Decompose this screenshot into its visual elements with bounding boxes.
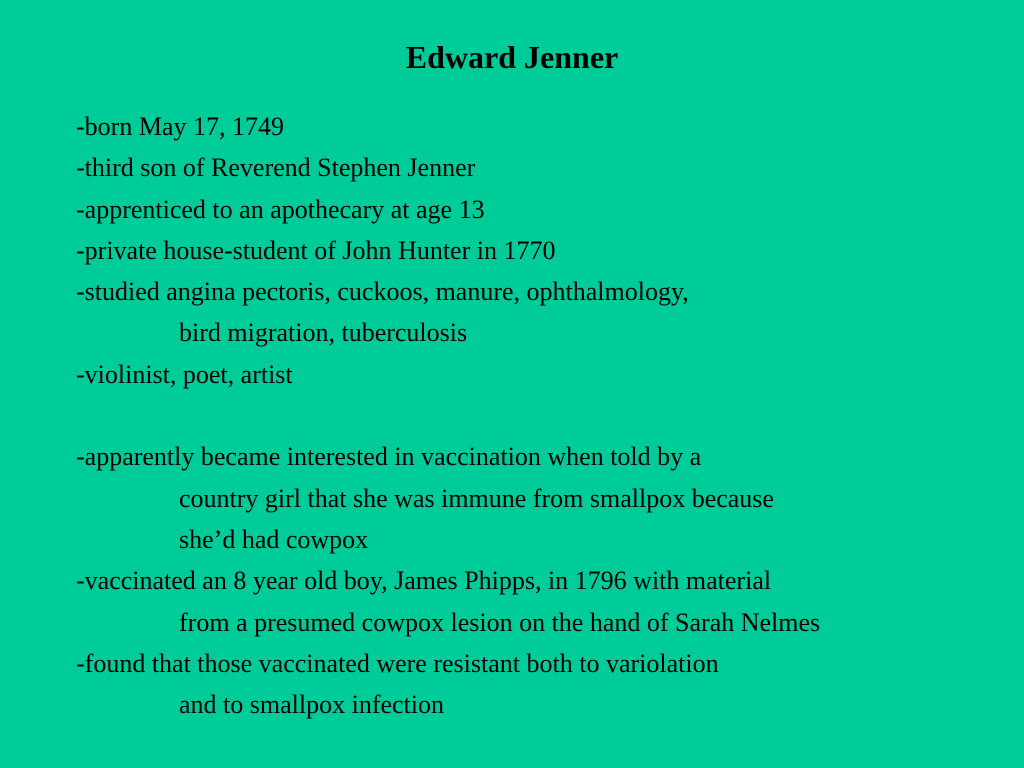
bullet-education: -private house-student of John Hunter in 1770 — [76, 235, 556, 265]
bullet-studies-continued: bird migration, tuberculosis — [179, 318, 468, 348]
slide-body — [76, 106, 1016, 725]
slide-title: Edward Jenner — [405, 39, 619, 75]
bullet-first-vaccination: -vaccinated an 8 year old boy, James Phipps, in 1796 with material — [76, 566, 772, 596]
bullet-hobbies: -violinist, poet, artist — [76, 359, 293, 389]
bullet-family: -third son of Reverend Stephen Jenner — [76, 153, 476, 183]
paragraph-spacer — [76, 395, 1016, 436]
bullet-first-vaccination-continued: from a presumed cowpox lesion on the hand of Sarah Nelmes — [179, 607, 821, 637]
bullet-findings-continued: and to smallpox infection — [179, 690, 445, 720]
bullet-vaccination-interest: -apparently became interested in vaccination when told by a — [76, 442, 702, 472]
bullet-vaccination-interest-continued: she’d had cowpox — [179, 524, 369, 554]
bullet-apprenticeship: -apprenticed to an apothecary at age 13 — [76, 194, 485, 224]
bullet-vaccination-interest-continued: country girl that she was immune from smallpox because — [179, 483, 774, 513]
bullet-birth: -born May 17, 1749 — [76, 112, 284, 141]
bullet-findings: -found that those vaccinated were resistant both to variolation — [76, 648, 719, 678]
bullet-studies: -studied angina pectoris, cuckoos, manure, ophthalmology, — [76, 277, 689, 307]
